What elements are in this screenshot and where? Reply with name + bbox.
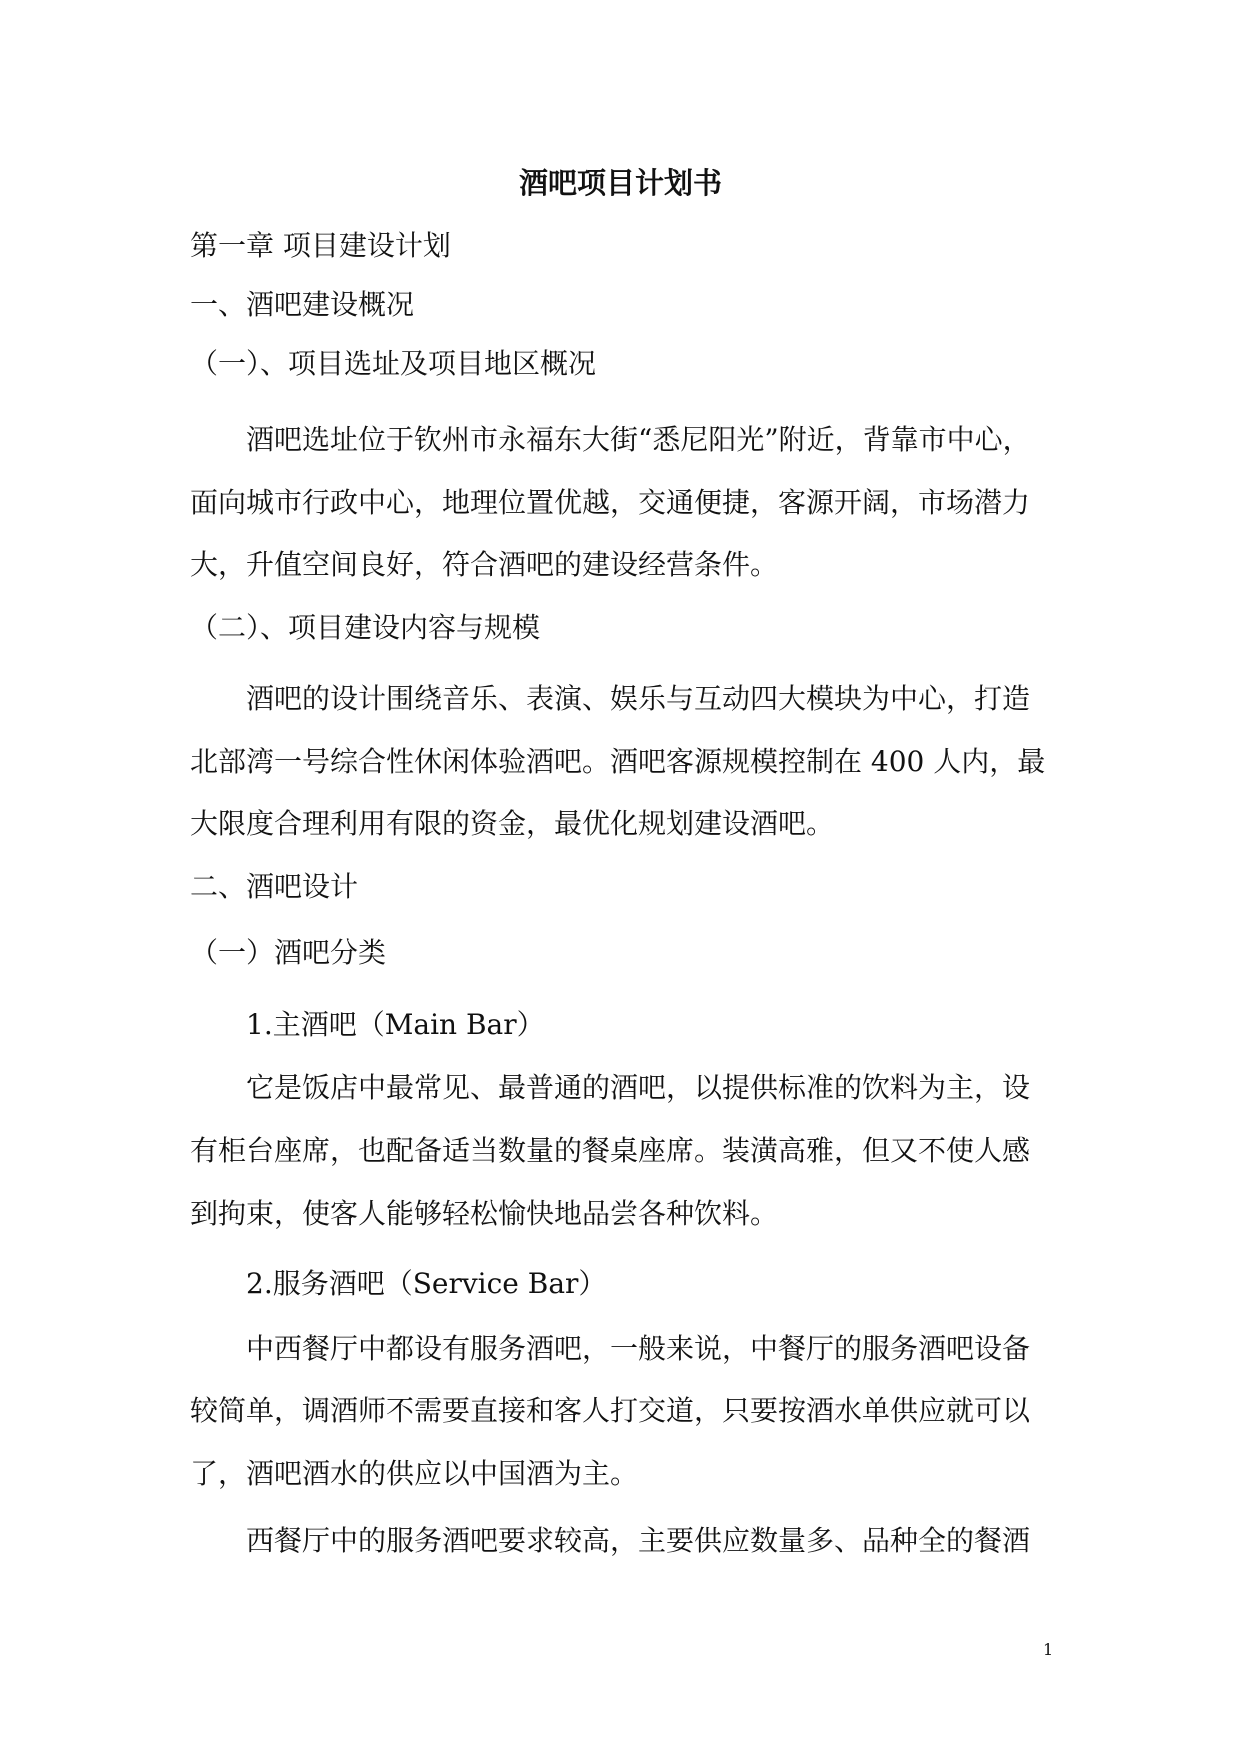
section-heading: 一、酒吧建设概况 xyxy=(190,288,415,321)
chapter-heading: 第一章 项目建设计划 xyxy=(190,229,451,262)
paragraph-line: 到拘束，使客人能够轻松愉快地品尝各种饮料。 xyxy=(190,1197,779,1230)
page-number: 1 xyxy=(1043,1640,1054,1659)
paragraph-line: 它是饭店中最常见、最普通的酒吧，以提供标准的饮料为主，设 xyxy=(246,1071,1031,1104)
paragraph-line: 有柜台座席，也配备适当数量的餐桌座席。装潢高雅，但又不使人感 xyxy=(190,1134,1031,1167)
paragraph-line: 了，酒吧酒水的供应以中国酒为主。 xyxy=(190,1457,639,1490)
paragraph-line: 较简单，调酒师不需要直接和客人打交道，只要按酒水单供应就可以 xyxy=(190,1394,1031,1427)
paragraph-line: 大限度合理利用有限的资金，最优化规划建设酒吧。 xyxy=(190,807,835,840)
subsection-heading: （一）酒吧分类 xyxy=(190,936,387,969)
paragraph-line: 西餐厅中的服务酒吧要求较高，主要供应数量多、品种全的餐酒 xyxy=(246,1524,1031,1557)
subsection-heading: （二）、项目建设内容与规模 xyxy=(190,611,541,644)
document-title: 酒吧项目计划书 xyxy=(518,166,722,200)
paragraph-line: 酒吧的设计围绕音乐、表演、娱乐与互动四大模块为中心，打造 xyxy=(246,682,1031,715)
subsection-heading: （一）、项目选址及项目地区概况 xyxy=(190,347,597,380)
item-heading: 2.服务酒吧（Service Bar） xyxy=(246,1267,607,1300)
paragraph-line: 中西餐厅中都设有服务酒吧，一般来说，中餐厅的服务酒吧设备 xyxy=(246,1332,1031,1365)
paragraph-line: 面向城市行政中心，地理位置优越，交通便捷，客源开阔，市场潜力 xyxy=(190,486,1031,519)
paragraph-line: 北部湾一号综合性休闲体验酒吧。酒吧客源规模控制在 400 人内，最 xyxy=(190,745,1046,778)
section-heading: 二、酒吧设计 xyxy=(190,870,359,903)
paragraph-line: 酒吧选址位于钦州市永福东大街“悉尼阳光”附近，背靠市中心， xyxy=(246,423,1031,456)
paragraph-line: 大，升值空间良好，符合酒吧的建设经营条件。 xyxy=(190,548,779,581)
item-heading: 1.主酒吧（Main Bar） xyxy=(246,1008,545,1041)
